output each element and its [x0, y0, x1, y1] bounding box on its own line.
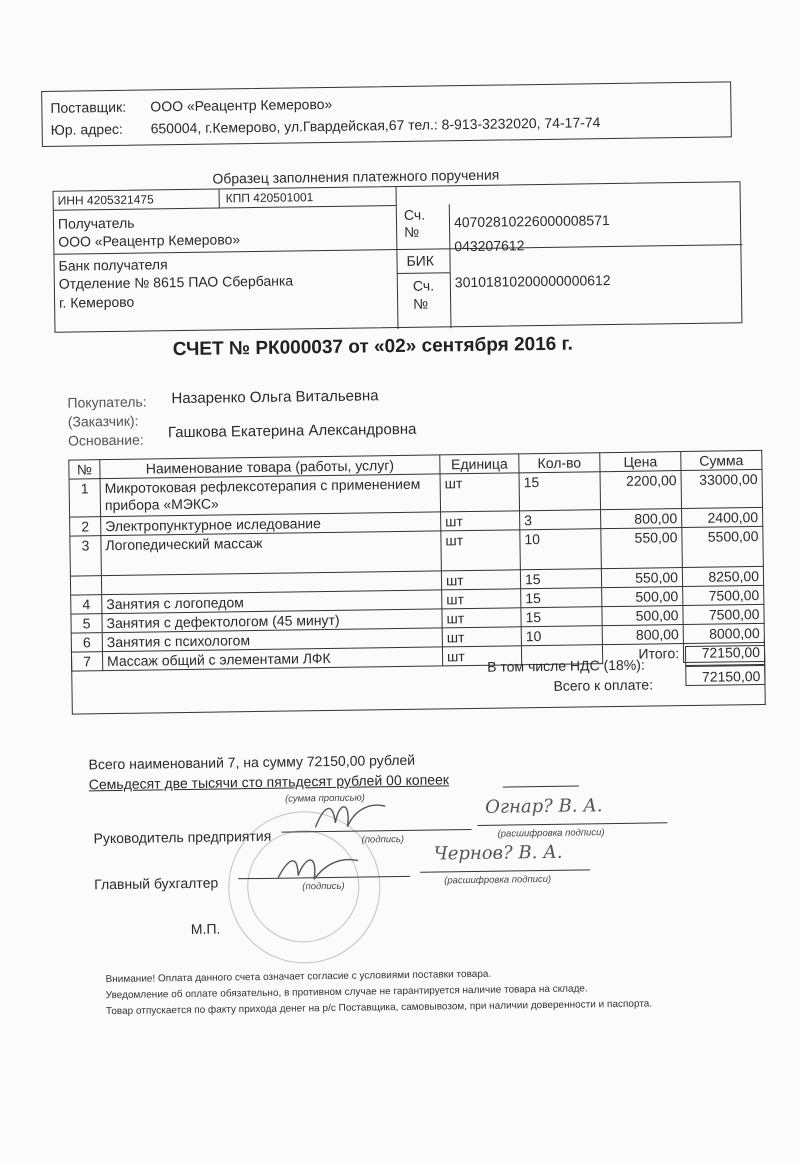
row-num: 3 [70, 536, 102, 576]
recipient-label: Получатель [57, 214, 135, 232]
supplier-label: Поставщик: [50, 98, 127, 116]
row-num: 1 [69, 479, 101, 517]
items-table [68, 450, 765, 672]
row-qty: 15 [521, 607, 602, 627]
buyer-label: Покупатель: [67, 393, 147, 411]
row-name: Электропунктурное иследование [101, 512, 441, 536]
row-name: Занятия с логопедом [102, 590, 442, 614]
corr-label: Сч. № [412, 277, 435, 312]
bik-value: 043207612 [454, 237, 525, 255]
director-signature [311, 796, 392, 837]
buyer-value: Назаренко Ольга Витальевна [171, 387, 379, 408]
grand-total-value: 72150,00 [701, 667, 761, 685]
row-unit: шт [442, 608, 521, 628]
row-price: 550,00 [601, 528, 683, 569]
row-sum: 7500,00 [683, 604, 764, 624]
totals-frame [71, 639, 766, 715]
row-qty: 10 [520, 529, 602, 570]
row-name: Массаж общий с элементами ЛФК [102, 647, 442, 671]
row-unit: шт [441, 530, 521, 571]
inn-field: ИНН 4205321475 [57, 192, 154, 208]
row-price: 550,00 [601, 568, 682, 588]
row-unit: шт [442, 589, 521, 609]
row-unit: шт [440, 473, 520, 512]
corr-value: 30101810200000000612 [454, 272, 611, 291]
row-qty: 3 [520, 510, 601, 530]
summary-line1: Всего наименований 7, на сумму 72150,00 рублей [88, 751, 416, 773]
col-sum: Сумма [681, 450, 762, 470]
col-num: № [69, 460, 100, 479]
vat-label: В том числе НДС (18%): [487, 656, 645, 675]
notice-line2: Уведомление об оплате обязательно, в противном случае не гарантируется наличие товара на складе. [105, 983, 588, 1002]
seal-label: М.П. [190, 920, 221, 937]
row-name: Микротоковая рефлексотерапия с применением прибора «МЭКС» [100, 474, 440, 517]
row-num: 4 [71, 595, 102, 614]
col-unit: Единица [440, 454, 519, 474]
row-sum: 8250,00 [682, 566, 763, 586]
basis-label: Основание: [67, 431, 144, 449]
row-qty: 15 [521, 588, 602, 608]
row-name: Занятия с психологом [102, 628, 442, 652]
accountant-decode-caption: (расшифровка подписи) [444, 873, 552, 887]
director-decode-line [477, 822, 667, 826]
row-unit: шт [441, 570, 520, 590]
buyer-label2: (Заказчик): [67, 412, 139, 430]
row-unit: шт [442, 646, 521, 666]
row-qty: 15 [519, 472, 601, 511]
notice-line3: Товар отпускается по факту прихода денег на р/с Поставщика, самовывозом, при наличии доверенности и паспорта. [105, 998, 653, 1018]
account-value: 40702810226000008571 [453, 212, 610, 231]
row-unit: шт [442, 627, 521, 647]
director-handwritten: Огнар? В. А. [485, 795, 603, 818]
notice-line1: Внимание! Оплата данного счета означает согласие с условиями поставки товара. [105, 968, 492, 986]
vat-value-box [685, 645, 765, 666]
director-label: Руководитель предприятия [93, 827, 272, 847]
accountant-sign-caption: (подпись) [302, 880, 345, 893]
row-qty: 15 [520, 569, 601, 589]
supplier-value: ООО «Реацентр Кемерово» [150, 95, 333, 115]
grand-total-label: Всего к оплате: [553, 676, 654, 694]
row-num [70, 576, 101, 595]
basis-value: Гашкова Екатерина Александровна [167, 420, 417, 442]
accountant-label: Главный бухгалтер [94, 874, 219, 893]
row-num: 2 [70, 517, 101, 536]
director-sign-caption: (подпись) [361, 833, 405, 846]
row-sum: 33000,00 [681, 469, 763, 508]
row-sum: 2400,00 [682, 507, 763, 527]
account-label: Сч. № [403, 206, 426, 240]
total-label: Итого: [638, 645, 680, 662]
accountant-decode-line [420, 869, 590, 872]
total-value: 72150,00 [683, 642, 764, 662]
summary-caption: (сумма прописью) [284, 792, 365, 805]
grand-total-box [685, 665, 765, 686]
row-sum: 8000,00 [683, 623, 764, 643]
address-label: Юр. адрес: [50, 120, 123, 138]
row-price: 500,00 [602, 606, 683, 626]
bik-label: БИК [406, 252, 435, 269]
col-qty: Кол-во [519, 453, 600, 473]
col-name: Наименование товара (работы, услуг) [100, 455, 440, 479]
row-price: 800,00 [601, 509, 682, 529]
col-price: Цена [600, 452, 681, 472]
row-sum: 5500,00 [682, 526, 764, 567]
summary-line2: Семьдесят две тысячи сто пятьдесят рублей 00 копеек [88, 771, 450, 793]
director-decode-caption: (расшифровка подписи) [497, 827, 605, 840]
recipient-value: ООО «Реацентр Кемерово» [58, 231, 241, 250]
row-num: 6 [71, 633, 102, 652]
invoice-title: СЧЕТ № РК000037 от «02» сентября 2016 г. [172, 333, 573, 361]
row-sum: 7500,00 [683, 585, 764, 605]
bank-line1: Отделение № 8615 ПАО Сбербанка [58, 272, 294, 292]
bank-label: Банк получателя [58, 256, 168, 274]
row-qty: 10 [521, 626, 602, 646]
row-num: 5 [71, 614, 102, 633]
bank-line2: г. Кемерово [58, 293, 135, 311]
payment-sample-title: Образец заполнения платежного поручения [212, 166, 500, 187]
row-price: 800,00 [602, 625, 683, 645]
row-num: 7 [71, 652, 102, 671]
payment-sample-box [53, 181, 743, 333]
address-value: 650004, г.Кемерово, ул.Гвардейская,67 тел.: 8-913-3232020, 74-17-74 [150, 114, 601, 137]
row-price: 500,00 [602, 587, 683, 607]
kpp-field: КПП 420501001 [225, 190, 314, 206]
accountant-handwritten: Чернов? В. А. [433, 841, 563, 865]
row-price: 2200,00 [600, 471, 682, 510]
accountant-signature [272, 847, 363, 888]
row-name: Занятия с дефектологом (45 минут) [102, 609, 442, 633]
row-name: Логопедический массаж [101, 531, 442, 576]
supplier-box [41, 81, 732, 147]
row-unit: шт [441, 511, 520, 531]
